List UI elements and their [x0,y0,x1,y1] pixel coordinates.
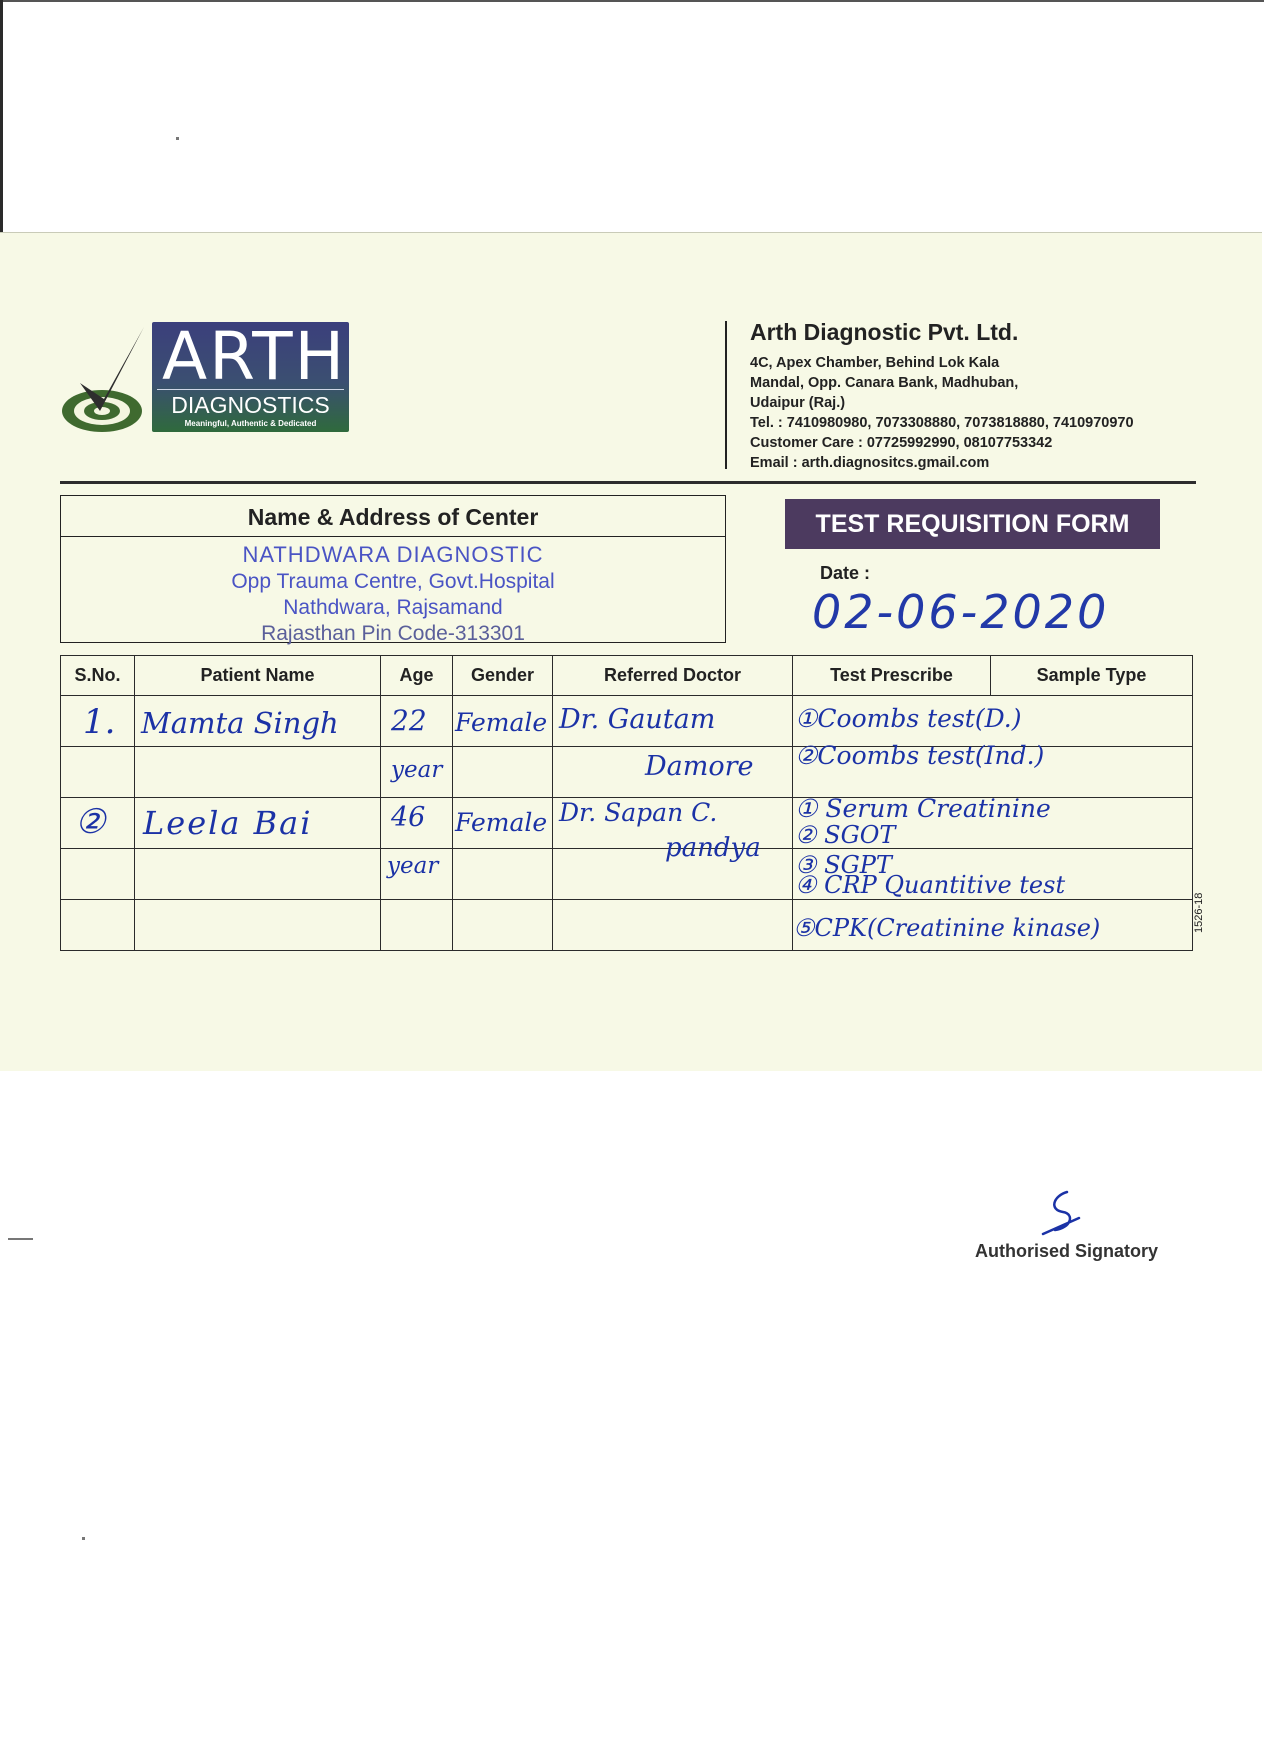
stamp-line-1: NATHDWARA DIAGNOSTIC [242,542,544,567]
cell-patient [135,900,381,951]
cell-doctor [553,833,793,900]
row2-test-1: ① Serum Creatinine [795,794,1051,823]
center-address-box [60,495,726,643]
date-label: Date : [820,563,871,583]
cell-age [381,798,453,849]
company-address-line-1: 4C, Apex Chamber, Behind Lok Kala [750,355,1000,371]
cell-sno [61,696,135,747]
cell-gender [453,900,553,951]
row2-test-4: ④ CRP Quantitive test [795,871,1066,899]
row2-test-3: ③ SGPT [795,851,892,879]
company-email: Email : arth.diagnositcs.gmail.com [750,455,990,471]
form-code: 1526-18 [1193,892,1205,933]
cell-gender [453,849,553,900]
table-row [61,849,1193,900]
logo-main-text: ARTH [162,318,347,395]
row2-gender: Female [455,808,548,837]
header-test-prescribe: Test Prescribe [793,656,991,696]
cell-patient [135,798,381,849]
row2-doctor-surname: pandya [665,833,761,863]
row1-age: 22 [391,704,427,737]
cell-age [381,696,453,747]
cell-patient [135,849,381,900]
logo-sub-text: DIAGNOSTICS [157,389,344,419]
stamp-line-2: Opp Trauma Centre, Govt.Hospital [231,570,555,593]
company-address-line-2: Mandal, Opp. Canara Bank, Madhuban, [750,375,1019,391]
header-sno: S.No. [61,656,135,696]
row1-patient: Mamta Singh [141,706,339,740]
row1-age-unit: year [391,757,443,783]
header-referred-doctor: Referred Doctor [553,656,793,696]
row2-age: 46 [391,802,426,833]
row2-patient: Leela Bai [143,804,313,842]
cell-sno [61,849,135,900]
cell-age [381,900,453,951]
row1-test-2: ②Coombs test(Ind.) [795,741,1045,770]
row2-doctor: Dr. Sapan C. [559,798,718,827]
cell-patient [135,696,381,747]
company-address-line-3: Udaipur (Raj.) [750,395,846,411]
table-row [61,747,1193,798]
cell-gender [453,798,553,849]
row1-test-1: ①Coombs test(D.) [795,704,1022,733]
table-row [61,798,1193,849]
scan-speck [82,1537,85,1540]
cell-patient [135,747,381,798]
stamp-line-4: Rajasthan Pin Code-313301 [261,622,525,645]
cell-tests [793,821,1193,900]
cell-doctor [553,747,793,798]
logo-tagline: Meaningful, Authentic & Dedicated [184,419,317,428]
row1-gender: Female [455,708,548,737]
patient-table [60,655,1193,951]
center-heading: Name & Address of Center [61,496,725,537]
header-age: Age [381,656,453,696]
header-divider [725,321,727,469]
scan-speck [8,1238,33,1240]
header-gender: Gender [453,656,553,696]
scan-speck [176,137,179,140]
cell-gender [453,696,553,747]
row2-test-5: ⑤CPK(Creatinine kinase) [793,914,1101,942]
row1-sno: 1. [83,702,116,742]
date-value: 02-06-2020 [812,585,1110,639]
header-patient-name: Patient Name [135,656,381,696]
table-row [61,900,1193,951]
company-logo [152,318,349,432]
company-customer-care: Customer Care : 07725992990, 08107753342 [750,435,1053,451]
stamp-line-3: Nathdwara, Rajsamand [283,596,503,619]
cell-sno [61,747,135,798]
logo-target-icon [60,323,150,443]
company-name: Arth Diagnostic Pvt. Ltd. [750,319,1019,345]
cell-doctor [553,696,793,747]
table-row [61,696,1193,747]
scan-left-edge [0,0,3,232]
cell-sno [61,798,135,849]
signature-mark [1035,1188,1085,1236]
company-telephone: Tel. : 7410980980, 7073308880, 7073818880, 7410970970 [750,415,1134,431]
row1-doctor-surname: Damore [645,751,754,782]
cell-doctor [553,900,793,951]
scan-top-edge [0,0,1264,2]
cell-gender [453,747,553,798]
header-sample-type: Sample Type [991,656,1193,696]
table-header-row [61,656,1193,696]
cell-sno [61,900,135,951]
cell-age [381,747,453,798]
row1-doctor: Dr. Gautam [559,704,716,735]
header-rule [60,481,1196,484]
cell-age [381,849,453,900]
row2-test-2: ② SGOT [795,821,896,849]
row2-age-unit: year [387,853,439,879]
form-title: TEST REQUISITION FORM [785,499,1160,549]
requisition-slip [0,232,1262,1261]
cell-tests [793,900,1193,951]
cell-tests [793,741,1193,798]
row2-sno: ② [75,802,106,842]
cell-tests [793,696,1193,747]
authorised-signatory-label: Authorised Signatory [975,1241,1159,1261]
